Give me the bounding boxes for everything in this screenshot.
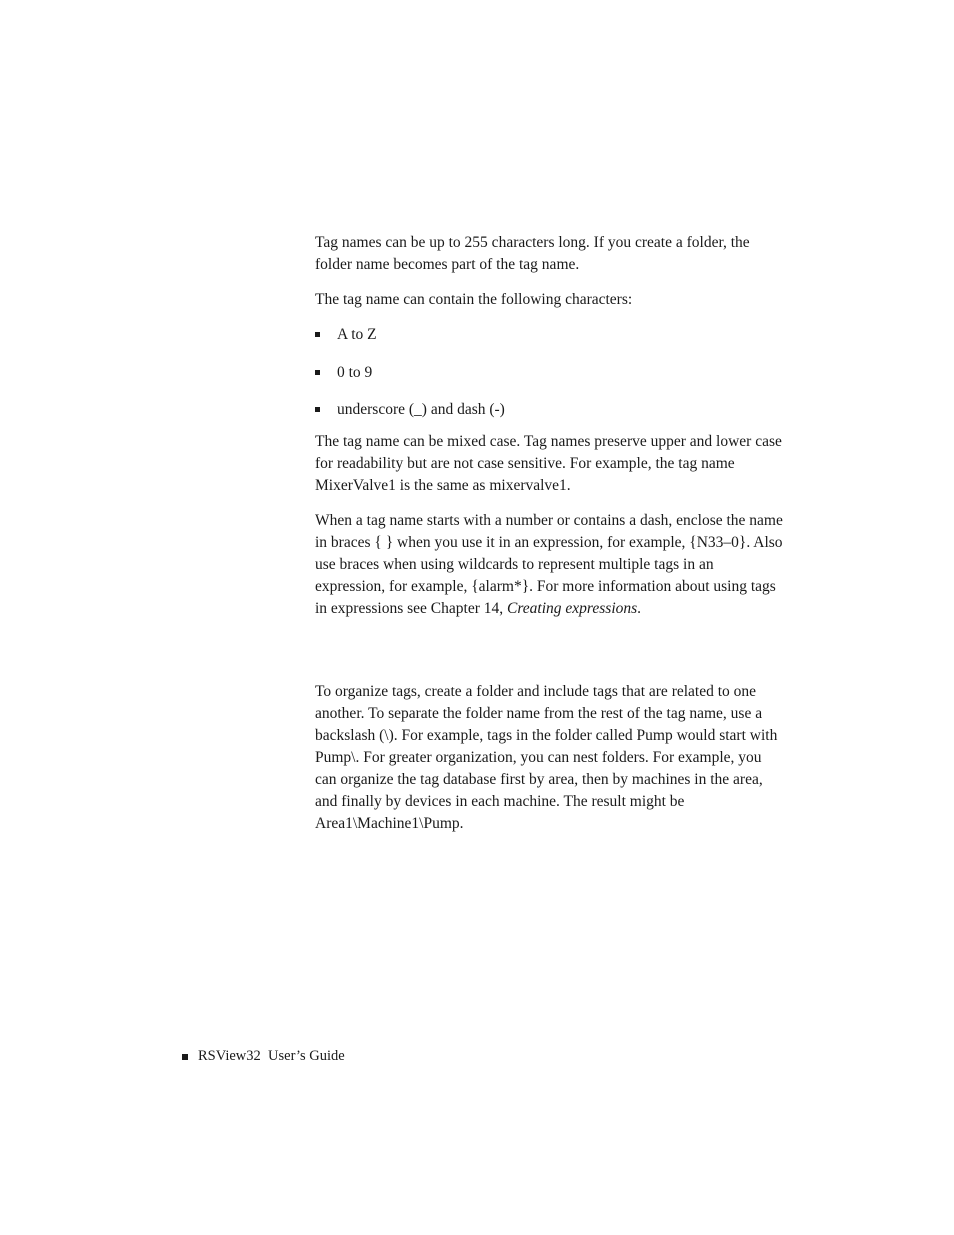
list-item-label: underscore (_) and dash (-) [337,401,505,418]
paragraph-braces [315,510,785,620]
list-item [315,324,785,346]
allowed-characters-list [315,324,785,421]
braces-text-end: . [637,600,642,617]
bullet-icon [315,370,320,375]
footer-square-icon [182,1054,188,1060]
page-footer [182,1046,345,1066]
list-item-label: A to Z [337,326,377,343]
bullet-icon [315,332,320,337]
bullet-icon [315,407,320,412]
footer-title: RSView32 User’s Guide [198,1048,345,1064]
list-item [315,399,785,421]
paragraph-tag-length: Tag names can be up to 255 characters long. If you create a folder, the folder name becomes part of the tag name. [315,234,750,273]
list-item-label: 0 to 9 [337,363,373,381]
paragraph-folders: To organize tags, create a folder and include tags that are related to one another. To separate the folder name from the rest of the tag name, use a backslash (\). For example, tags in the folder called Pump would start with Pump\. For greater organization, you can nest folders. For example, you can organize the tag database first by area, then by machines in the area, and finally by devices in each machine. The result might be Area1\Machine1\Pump. [315,683,778,832]
chapter-reference-link[interactable]: Creating expressions [507,600,638,617]
paragraph-allowed-characters: The tag name can contain the following characters: [315,291,633,308]
paragraph-mixed-case: The tag name can be mixed case. Tag names preserve upper and lower case for readability but are not case sensitive. For example, the tag name MixerValve1 is the same as mixervalve1. [315,433,782,494]
braces-text: When a tag name starts with a number or contains a dash, enclose the name in braces { } when you use it in an expression, for example, {N33–0}. Also use braces when using wildcards to represent multiple tags in an expression, for example, {alarm*}. For more information about using tags in expressions see Chapter 14, [315,512,783,617]
section-spacer [315,620,785,681]
page-body [315,232,785,835]
list-item [315,362,785,384]
